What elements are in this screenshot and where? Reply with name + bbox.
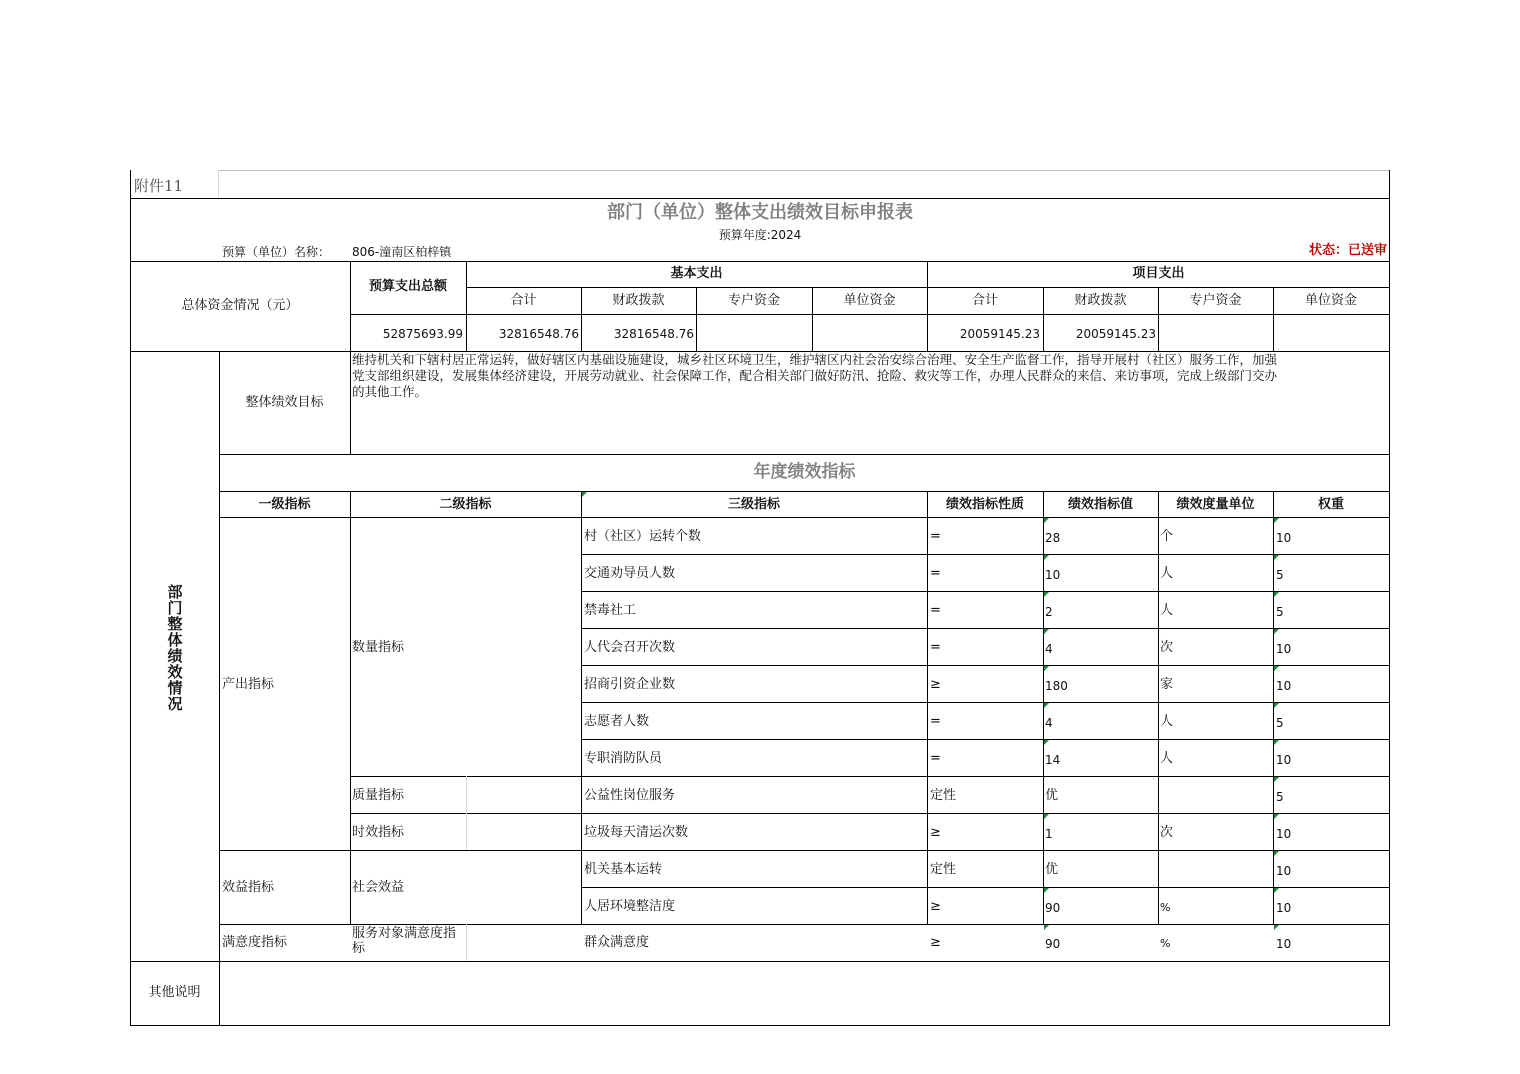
cell-marker — [1274, 703, 1279, 708]
cell-marker — [1274, 555, 1279, 560]
indicator-name: 人居环境整洁度 — [584, 899, 676, 914]
indicator-weight: 5 — [1276, 716, 1284, 730]
indicator-name: 垃圾每天清运次数 — [584, 825, 689, 840]
border — [466, 287, 1390, 288]
cell-marker — [1274, 518, 1279, 523]
level2-quality: 质量指标 — [352, 788, 405, 803]
other-notes-label: 其他说明 — [148, 985, 201, 1000]
grid — [466, 924, 467, 961]
header-value: 绩效指标值 — [1067, 497, 1133, 512]
level1-satisfaction: 满意度指标 — [222, 935, 288, 950]
unit-name-label: 预算（单位）名称： — [222, 245, 331, 259]
border — [350, 813, 1390, 814]
border — [130, 961, 1390, 962]
indicator-weight: 10 — [1276, 901, 1292, 915]
border — [1158, 491, 1159, 924]
indicator-nature: = — [930, 603, 941, 618]
indicator-unit: 个 — [1160, 529, 1174, 544]
indicator-nature: ≥ — [930, 825, 941, 840]
indicator-nature: 定性 — [930, 788, 957, 803]
indicator-name: 志愿者人数 — [584, 714, 650, 729]
indicator-value: 4 — [1045, 716, 1053, 730]
indicator-value: 优 — [1045, 788, 1059, 803]
indicator-value: 2 — [1045, 605, 1053, 619]
indicator-weight: 10 — [1276, 864, 1292, 878]
section-label: 部门整体绩效情况 — [167, 583, 183, 713]
border — [581, 491, 582, 924]
grid — [218, 170, 219, 198]
indicator-unit: % — [1160, 937, 1171, 950]
indicator-nature: 定性 — [930, 862, 957, 877]
indicator-nature: = — [930, 566, 941, 581]
indicator-value: 优 — [1045, 862, 1059, 877]
border — [581, 887, 1390, 888]
border — [219, 850, 1390, 851]
indicator-nature: = — [930, 529, 941, 544]
funds-subheader: 合计 — [971, 293, 998, 308]
funds-subheader: 财政拨款 — [612, 293, 665, 308]
funds-subheader: 财政拨款 — [1074, 293, 1127, 308]
indicator-weight: 10 — [1276, 531, 1292, 545]
indicator-name: 群众满意度 — [584, 935, 650, 950]
indicator-name: 招商引资企业数 — [584, 677, 676, 692]
level2-timeliness: 时效指标 — [352, 825, 405, 840]
indicator-unit: % — [1160, 901, 1171, 914]
basic-fiscal-value: 32816548.76 — [613, 327, 694, 341]
cell-marker — [1274, 814, 1279, 819]
goal-label: 整体绩效目标 — [245, 395, 324, 410]
cell-marker — [1274, 666, 1279, 671]
performance-form — [130, 170, 1390, 1026]
border — [927, 491, 928, 924]
header-level1: 一级指标 — [258, 497, 311, 512]
indicator-weight: 10 — [1276, 642, 1292, 656]
indicator-unit: 次 — [1160, 825, 1174, 840]
header-nature: 绩效指标性质 — [945, 497, 1024, 512]
indicator-unit: 次 — [1160, 640, 1174, 655]
indicator-value: 90 — [1045, 937, 1061, 951]
cell-marker — [1044, 666, 1049, 671]
cell-marker — [1044, 629, 1049, 634]
indicator-unit: 人 — [1160, 566, 1174, 581]
border — [581, 554, 1390, 555]
indicator-weight: 10 — [1276, 753, 1292, 767]
border — [350, 491, 351, 924]
indicator-unit: 人 — [1160, 714, 1174, 729]
border — [130, 1025, 1390, 1026]
indicator-nature: = — [930, 714, 941, 729]
level2-service-satisfaction: 服务对象满意度指标 — [352, 926, 457, 956]
total-budget-header: 预算支出总额 — [368, 279, 447, 294]
border — [130, 198, 1390, 199]
indicator-value: 1 — [1045, 827, 1053, 841]
indicator-value: 90 — [1045, 901, 1061, 915]
attachment-label: 附件11 — [134, 177, 184, 195]
status-badge: 状态：已送审 — [1308, 243, 1387, 258]
cell-marker — [1274, 592, 1279, 597]
indicator-nature: ≥ — [930, 899, 941, 914]
border — [350, 351, 351, 454]
indicator-value: 10 — [1045, 568, 1061, 582]
cell-marker — [1044, 592, 1049, 597]
level2-quantity: 数量指标 — [352, 640, 405, 655]
funds-subheader: 单位资金 — [1304, 293, 1357, 308]
goal-text-line: 的其他工作。 — [352, 384, 428, 399]
border — [581, 591, 1390, 592]
funds-subheader: 单位资金 — [843, 293, 896, 308]
cell-marker — [1274, 777, 1279, 782]
cell-marker — [1274, 740, 1279, 745]
basic-total-value: 32816548.76 — [498, 327, 579, 341]
level2-social-benefit: 社会效益 — [352, 880, 405, 895]
total-budget-value: 52875693.99 — [382, 327, 463, 341]
indicator-unit: 家 — [1160, 677, 1174, 692]
border — [581, 739, 1390, 740]
indicator-nature: ≥ — [930, 935, 941, 950]
budget-year: 预算年度:2024 — [718, 228, 802, 242]
cell-marker — [1044, 555, 1049, 560]
cell-marker — [1274, 925, 1279, 930]
indicator-value: 180 — [1045, 679, 1068, 693]
border — [219, 924, 1390, 925]
border — [581, 702, 1390, 703]
border — [581, 628, 1390, 629]
level1-output: 产出指标 — [222, 677, 275, 692]
indicator-weight: 5 — [1276, 568, 1284, 582]
indicator-value: 28 — [1045, 531, 1061, 545]
border — [219, 517, 1390, 518]
annual-indicators-title: 年度绩效指标 — [753, 462, 856, 482]
cell-marker — [1044, 814, 1049, 819]
grid — [466, 776, 467, 850]
indicator-weight: 10 — [1276, 937, 1292, 951]
indicator-nature: = — [930, 640, 941, 655]
funds-subheader: 专户资金 — [727, 293, 780, 308]
indicator-value: 14 — [1045, 753, 1061, 767]
border — [1389, 170, 1390, 1026]
indicator-weight: 5 — [1276, 790, 1284, 804]
indicator-name: 人代会召开次数 — [584, 640, 676, 655]
cell-marker — [1044, 888, 1049, 893]
border — [219, 491, 1390, 492]
funds-subheader: 合计 — [510, 293, 537, 308]
cell-marker — [1044, 740, 1049, 745]
indicator-unit: 人 — [1160, 603, 1174, 618]
cell-marker — [1044, 703, 1049, 708]
cell-marker — [1044, 925, 1049, 930]
level1-benefit: 效益指标 — [222, 880, 275, 895]
border — [219, 351, 220, 1025]
page-title: 部门（单位）整体支出绩效目标申报表 — [607, 202, 913, 223]
funds-row-label: 总体资金情况（元） — [181, 298, 299, 313]
cell-marker — [1274, 851, 1279, 856]
cell-marker — [1044, 518, 1049, 523]
border — [219, 454, 1390, 455]
cell-marker — [582, 492, 587, 497]
indicator-weight: 10 — [1276, 679, 1292, 693]
cell-marker — [1274, 629, 1279, 634]
indicator-nature: = — [930, 751, 941, 766]
indicator-weight: 10 — [1276, 827, 1292, 841]
indicator-name: 交通劝导员人数 — [584, 566, 676, 581]
border — [581, 665, 1390, 666]
unit-name: 806-潼南区柏梓镇 — [352, 245, 452, 259]
cell-marker — [1274, 888, 1279, 893]
indicator-name: 专职消防队员 — [584, 751, 663, 766]
indicator-unit: 人 — [1160, 751, 1174, 766]
indicator-weight: 5 — [1276, 605, 1284, 619]
border — [350, 776, 1390, 777]
basic-expense-header: 基本支出 — [670, 266, 723, 281]
project-total-value: 20059145.23 — [959, 327, 1040, 341]
header-unit: 绩效度量单位 — [1176, 497, 1255, 512]
border — [218, 170, 1390, 171]
indicator-name: 禁毒社工 — [584, 603, 637, 618]
indicator-name: 村（社区）运转个数 — [584, 529, 702, 544]
indicator-name: 机关基本运转 — [584, 862, 663, 877]
header-level3: 三级指标 — [727, 497, 780, 512]
goal-text-line: 党支部组织建设，发展集体经济建设，开展劳动就业、社会保障工作，配合相关部门做好防汛、抢险、救灾等工作，办理人民群众的来信、来访事项，完成上级部门交办 — [352, 368, 1278, 383]
border — [130, 261, 1390, 262]
indicator-nature: ≥ — [930, 677, 941, 692]
funds-subheader: 专户资金 — [1189, 293, 1242, 308]
project-fiscal-value: 20059145.23 — [1075, 327, 1156, 341]
header-level2: 二级指标 — [439, 497, 492, 512]
border — [350, 314, 1390, 315]
project-expense-header: 项目支出 — [1132, 266, 1185, 281]
indicator-name: 公益性岗位服务 — [584, 788, 676, 803]
indicator-value: 4 — [1045, 642, 1053, 656]
header-weight: 权重 — [1317, 497, 1344, 512]
goal-text-line: 维持机关和下辖村居正常运转，做好辖区内基础设施建设，城乡社区环境卫生，维护辖区内社会治安综合治理、安全生产监督工作，指导开展村（社区）服务工作，加强 — [352, 352, 1278, 367]
